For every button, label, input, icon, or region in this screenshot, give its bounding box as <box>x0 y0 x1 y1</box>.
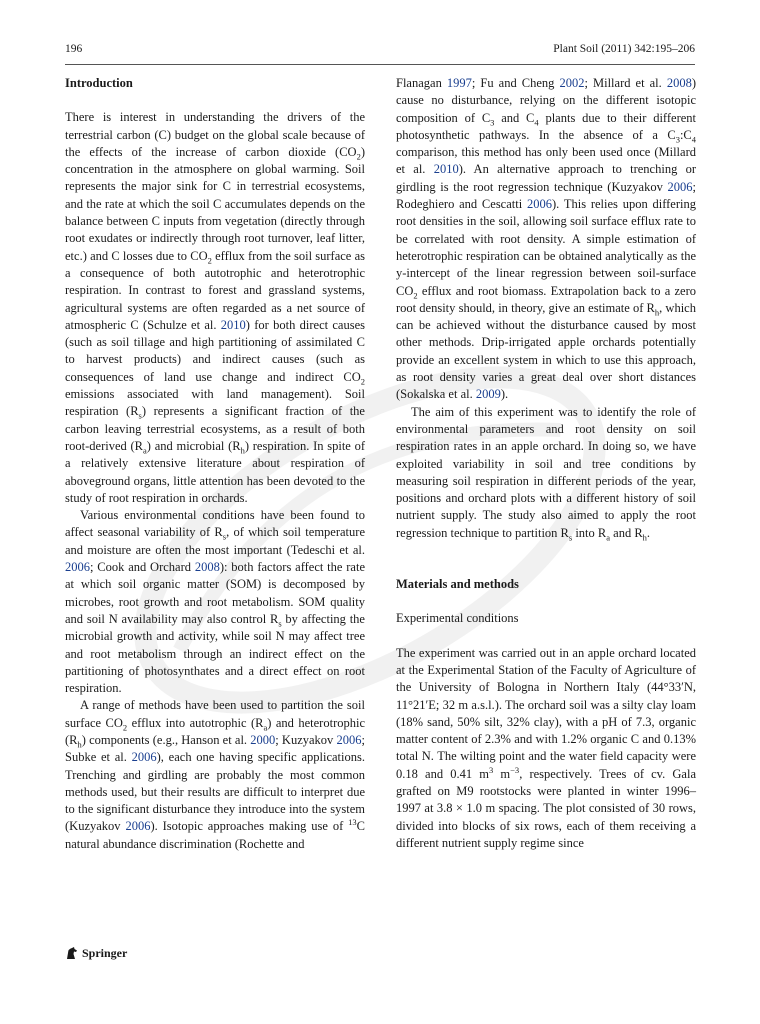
running-header <box>65 43 695 59</box>
intro-paragraph-3: A range of methods have been used to partition the soil surface $CO_2$ efflux into autotrophic $(R_a)$ and heterotrophic $(R_h)$ components (e.g., Hanson et al. 2000; Kuzyakov 2006; Subke et al. 2006), each one having specific applications. Trenching and girdling are probably the most common methods used, but their results are difficult to interpret due to the significant disturbance they introduce into the system (Kuzyakov 2006). Isotopic approaches making use of $^{13}$C natural abundance discrimination (Rochette and <box>65 698 366 851</box>
citation-link[interactable]: 2009 <box>475 387 501 402</box>
citation-link[interactable]: 2002 <box>559 76 585 90</box>
methods-paragraph-1: The experiment was carried out in an apple orchard located at the Experimental Station of the Faculty of Agriculture of the University of Bologna in Northern Italy (44°33′N, 11°21′E; 32 m a.s.l.). The orchard soil was a silty clay loam (18% sand, 50% silt, 32% clay), with a pH of 7.3, organic matter content of 2.3% and with 1.2% organic C and 0.13% total N. The wilting point and the water field capacity were 0.18 and 0.41 $m^3$ $m^{-3}$, respectively. Trees of cv. Gala grafted on M9 rootstocks were planted in winter 1996–1997 at 3.8 × 1.0 m spacing. The plot consisted of 30 rows, divided into blocks of six rows, each of them receiving a different nutrient supply regime since <box>396 645 697 850</box>
citation-link[interactable]: 2006 <box>131 750 157 765</box>
publisher-footer <box>65 943 127 963</box>
left-column <box>65 75 365 853</box>
page-number: 196 <box>65 43 83 55</box>
citation-link[interactable]: 2010 <box>220 317 246 332</box>
citation-link[interactable]: 2008 <box>666 76 692 90</box>
right-column <box>396 75 696 852</box>
subsection-heading-experimental-conditions: Experimental conditions <box>396 611 519 626</box>
intro-paragraph-4: The aim of this experiment was to identify the role of environmental parameters and root density on soil respiration rates in an apple orchard. In doing so, we have exploited variability in soil and tree conditions by measuring soil respiration in different periods of the year, positions and orchard plots with a different history of soil nutrient supply. The study also aimed to apply the root regression technique to partition $R_s$ into $R_a$ and $R_h$. <box>396 404 696 543</box>
journal-reference: Plant Soil (2011) 342:195–206 <box>553 43 695 55</box>
citation-link[interactable]: 2010 <box>433 162 459 177</box>
publisher-name: Springer <box>82 945 128 960</box>
intro-paragraph-1: There is interest in understanding the drivers of the terrestrial carbon (C) budget on the global scale because of the effects of the increase of carbon dioxide $(CO_2)$ concentration in the atmosphere on global warming. Soil represents the major sink for C in terrestrial ecosystems, and the rate at which the soil C accumulates depends on the balance between C inputs from vegetation (directly through root exudates or indirectly through root turnover, leaf litter, etc.) and C losses due to $CO_2$ efflux from the soil surface as a consequence of both autotrophic and heterotrophic respiration. In contrast to forest and grassland systems, agricultural systems are often regarded as a net source of atmospheric C (Schulze et al. 2010) for both direct causes (such as soil tillage and high partitioning of assimilated C to harvest products) and indirect causes (such as consequences of land use change and indirect $CO_2$ emissions associated with land management). Soil respiration $(R_s)$ represents a significant fraction of the carbon leaving terrestrial ecosystems, as a result of both root-derived $(R_a)$ and microbial $(R_h)$ respiration. In spite of a relatively extensive literature about respiration of aboveground organs, little attention has been devoted to the study of root respiration in orchards. <box>65 110 366 505</box>
citation-link[interactable]: 2006 <box>125 819 151 834</box>
header-rule <box>65 64 695 65</box>
section-heading-materials-methods: Materials and methods <box>396 577 519 592</box>
citation-link[interactable]: 2006 <box>336 732 362 747</box>
springer-horse-icon <box>65 946 79 960</box>
intro-paragraph-2: Various environmental conditions have been found to affect seasonal variability of $R_s$, of which soil temperature and moisture are often the most important (Tedeschi et al. 2006; Cook and Orchard 2008): both factors affect the rate at which soil organic matter (SOM) is decomposed by microbes, root growth and root metabolism. SOM quality and soil N availability may also control $R_s$ by affecting the microbial growth and activity, while soil N may affect tree and root metabolism through an indirect effect on the partitioning of photosynthates and a direct effect on root respiration. <box>65 508 365 696</box>
citation-link[interactable]: 2000 <box>250 732 276 747</box>
citation-link[interactable]: 2006 <box>667 179 693 194</box>
citation-link[interactable]: 2008 <box>194 560 220 575</box>
intro-paragraph-3-continued: Flanagan 1997; Fu and Cheng 2002; Millard et al. 2008) cause no disturbance, relying on the different isotopic composition of $C_3$ and $C_4$ plants due to their different photosynthetic pathways. In the absence of a $C_3:C_4$ comparison, this method has only been used once (Millard et al. 2010). An alternative approach to trenching or girdling is the root regression technique (Kuzyakov 2006; Rodeghiero and Cescatti 2006). This relies upon differing root densities in the soil, allowing soil surface efflux rate to be correlated with root density. A simple estimation of heterotrophic respiration can be obtained analytically as the y-intercept of the linear regression between soil-surface $CO_2$ efflux and root biomass. Extrapolation back to a zero root density should, in theory, give an estimate of $R_h$, which can be achieved without the disturbance caused by most other methods. Drip-irrigated apple orchards potentially provide an excellent system in which to use this approach, as root density varies a great deal over short distances (Sokalska et al. 2009). <box>396 76 696 402</box>
citation-link[interactable]: 2006 <box>65 560 90 575</box>
citation-link[interactable]: 2006 <box>526 197 552 212</box>
section-heading-introduction: Introduction <box>65 76 133 90</box>
citation-link[interactable]: 1997 <box>446 76 472 90</box>
